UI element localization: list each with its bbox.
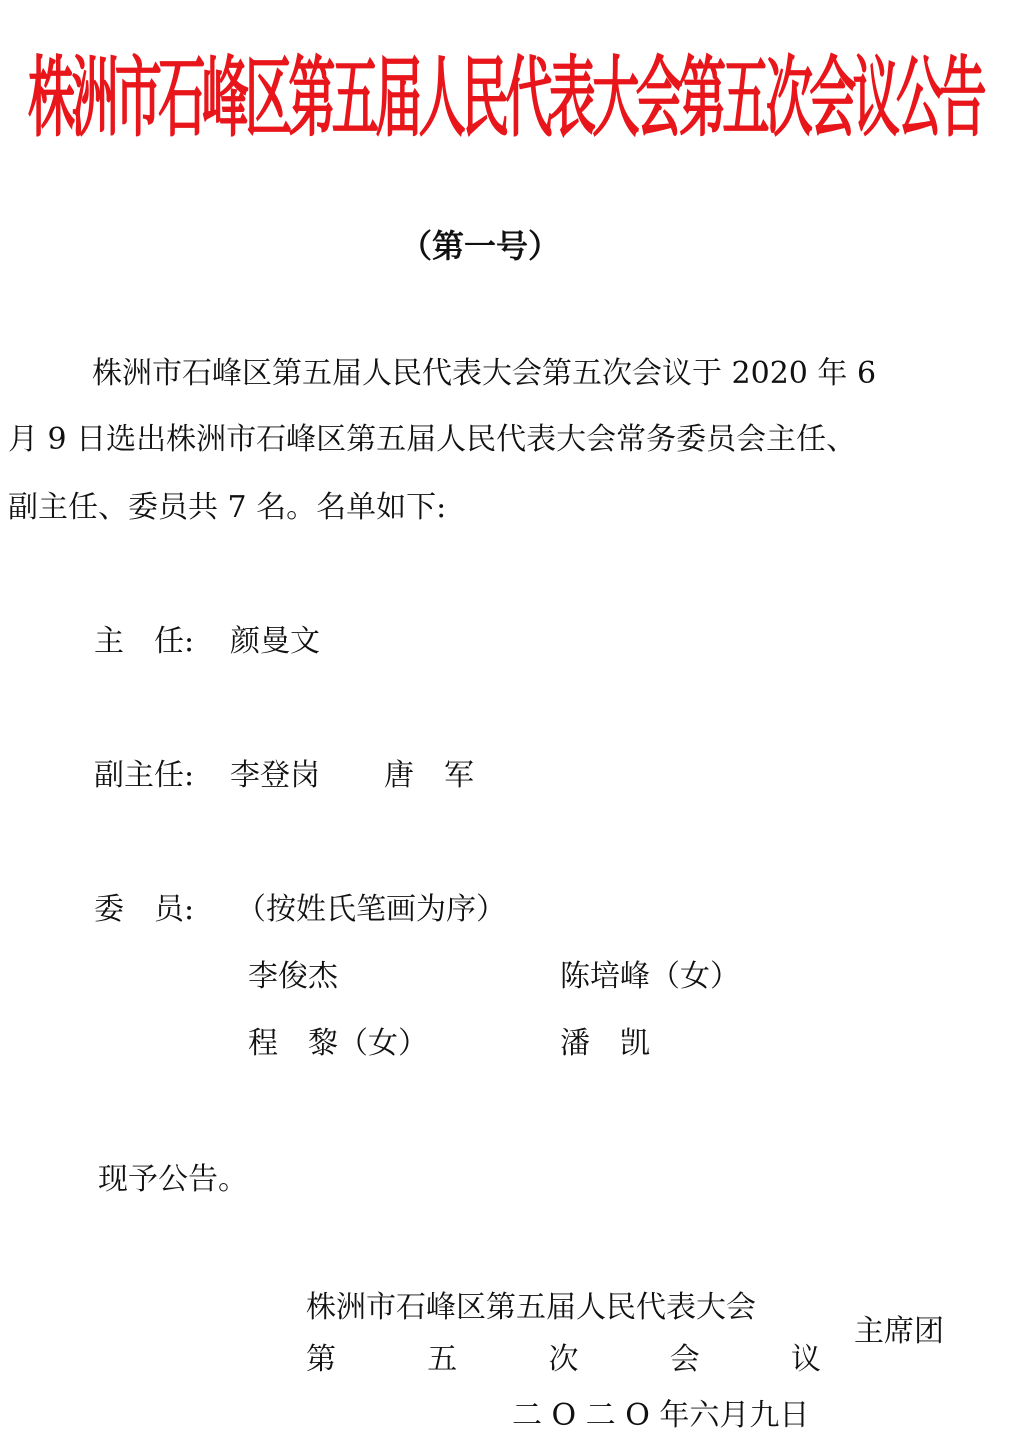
footer-date: 二 O 二 O 年六月九日 xyxy=(512,1398,810,1433)
footer-presidium: 主席团 xyxy=(854,1314,944,1349)
footer-org-char-2: 五 xyxy=(427,1342,458,1377)
body-line-3: 副主任、委员共 7 名。名单如下: xyxy=(8,490,447,525)
deputy-name-2: 唐 军 xyxy=(384,758,474,793)
members-order-note: （按姓氏笔画为序） xyxy=(236,892,506,927)
deputy-label: 副主任: xyxy=(94,758,195,793)
director-label: 主 任: xyxy=(94,624,195,659)
member-name-2: 陈培峰（女） xyxy=(560,959,740,994)
footer-org-line-2 xyxy=(306,1338,821,1382)
document-title: 株洲市石峰区第五届人民代表大会第五次会议公告 xyxy=(28,46,983,149)
footer-org-char-1: 第 xyxy=(306,1342,336,1377)
footer-org-line-1: 株洲市石峰区第五届人民代表大会 xyxy=(306,1290,756,1325)
body-line-2: 月 9 日选出株洲市石峰区第五届人民代表大会常务委员会主任、 xyxy=(8,422,857,457)
member-name-1: 李俊杰 xyxy=(248,959,338,994)
member-name-3: 程 黎（女） xyxy=(248,1026,428,1061)
deputy-name-1: 李登岗 xyxy=(230,758,320,793)
footer-org-char-4: 会 xyxy=(669,1342,700,1377)
body-line-1: 株洲市石峰区第五届人民代表大会第五次会议于 2020 年 6 xyxy=(92,356,877,391)
director-name: 颜曼文 xyxy=(230,624,320,659)
announcement-number: （第一号） xyxy=(399,227,560,265)
members-label: 委 员: xyxy=(94,892,195,927)
member-name-4: 潘 凯 xyxy=(560,1026,650,1061)
closing-statement: 现予公告。 xyxy=(98,1162,248,1197)
footer-org-char-3: 次 xyxy=(548,1342,579,1377)
footer-org-char-5: 议 xyxy=(791,1342,821,1377)
